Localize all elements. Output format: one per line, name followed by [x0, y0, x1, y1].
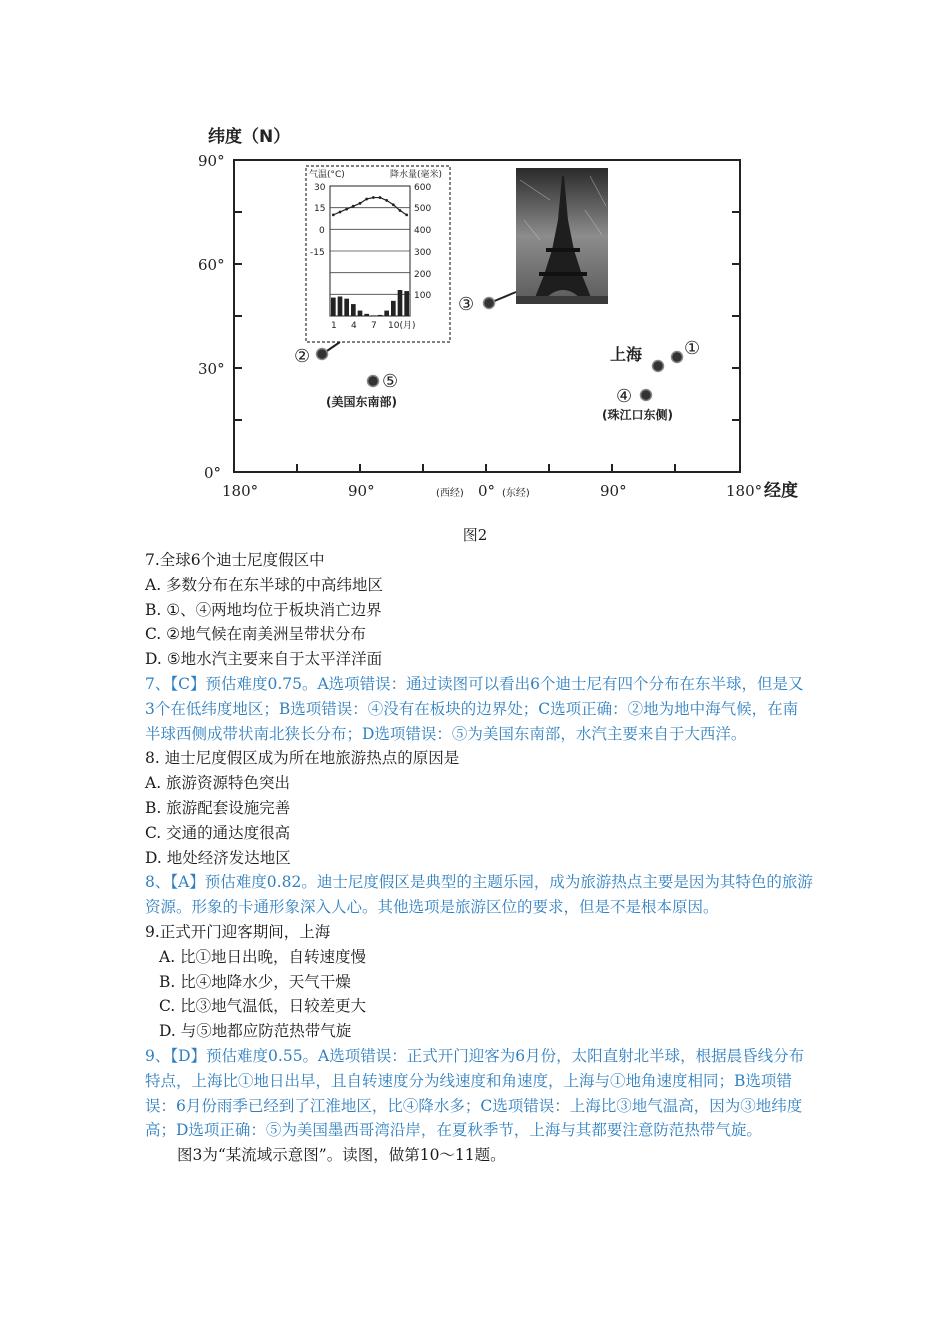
temperature-point — [365, 198, 368, 201]
q9-option-d: D. 与⑤地都应防范热带气旋 — [159, 1022, 352, 1041]
point-2-label: ② — [294, 346, 311, 367]
q8-option-c: C. 交通的通达度很高 — [145, 823, 291, 842]
lat-label-30: 30° — [198, 360, 225, 378]
temperature-point — [372, 196, 375, 199]
temperature-point — [339, 211, 342, 214]
inset-temp-tick: -15 — [310, 248, 325, 258]
lon-tick-marks — [297, 464, 675, 472]
precipitation-bar — [378, 315, 383, 316]
q9-stem: 9.正式开门迎客期间，上海 — [145, 922, 331, 941]
temperature-point — [379, 196, 382, 199]
climate-chart-inset — [306, 166, 450, 342]
q8-answer: 8、【A】预估难度0.82。迪士尼度假区是典型的主题乐园，成为旅游热点主要是因为其特色的旅游资源。形象的卡通形象深入人心。其他选项是旅游区位的要求，但是不是根本原因。 — [145, 873, 813, 917]
precipitation-bar — [371, 315, 376, 316]
inset-precip-tick: 400 — [414, 226, 432, 236]
lon-label-90w: 90° — [348, 482, 375, 500]
q7-option-c: C. ②地气候在南美洲呈带状分布 — [145, 625, 367, 644]
point-5-label: ⑤ — [382, 371, 399, 392]
temperature-point — [392, 203, 395, 206]
inset-month-tick: 1 — [331, 321, 337, 331]
temperature-point — [352, 205, 355, 208]
precipitation-bar — [384, 311, 389, 316]
lat-label-0: 0° — [204, 464, 222, 482]
east-longitude-label: (东经) — [502, 488, 530, 499]
point-1-marker — [672, 352, 683, 363]
inset-month-tick: 4 — [351, 321, 357, 331]
point-2-marker — [317, 349, 328, 360]
point-3-label: ③ — [458, 294, 475, 315]
shanghai-marker — [653, 361, 664, 372]
temperature-point — [405, 213, 408, 216]
x-axis-label: 经度 — [764, 481, 798, 501]
temperature-point — [399, 209, 402, 212]
question-text-block — [145, 548, 813, 1168]
q9-answer: 9、【D】预估难度0.55。A选项错误：正式开门迎客为6月份，太阳直射北半球，根据晨昏线分布特点，上海比①地日出早，且自转速度分为线速度和角速度，上海与①地角速度相同；B选项错误：6月份雨季已经到了江淮地区，比④降水多；C选项错误：上海比③地气温高，因为③地纬度高；D选项正确：⑤为美国墨西哥湾沿岸，在夏秋季节，上海与其都要注意防范热带气旋。 — [145, 1046, 805, 1140]
q7-option-b: B. ①、④两地均位于板块消亡边界 — [145, 600, 382, 619]
q8-stem: 8. 迪士尼度假区成为所在地旅游热点的原因是 — [145, 749, 460, 768]
next-figure-intro: 图3为“某流域示意图”。读图，做第10～11题。 — [177, 1146, 506, 1165]
precipitation-bar — [338, 297, 343, 317]
inset-precip-tick: 500 — [414, 204, 432, 214]
inset-precip-tick: 100 — [414, 291, 432, 301]
point-1-label: ① — [684, 338, 701, 359]
inset-precip-tick: 200 — [414, 270, 432, 280]
point-5-marker — [368, 376, 379, 387]
precipitation-bar — [404, 291, 409, 316]
point-4-note: (珠江口东侧) — [602, 408, 673, 422]
precipitation-bar — [351, 304, 356, 316]
lat-label-90: 90° — [198, 152, 225, 170]
q8-option-b: B. 旅游配套设施完善 — [145, 798, 291, 817]
lon-label-90e: 90° — [600, 482, 627, 500]
precipitation-bar — [364, 314, 369, 316]
temperature-point — [332, 213, 335, 216]
inset-temp-tick: 15 — [314, 204, 326, 214]
shanghai-label: 上海 — [610, 345, 643, 364]
temperature-point — [359, 202, 362, 205]
lon-label-180w: 180° — [222, 482, 259, 500]
precipitation-bar — [391, 301, 396, 316]
figure-2-map — [190, 110, 820, 510]
temperature-point — [385, 199, 388, 202]
lon-label-180e: 180° — [726, 482, 763, 500]
inset-month-tick: 7 — [371, 321, 377, 331]
figure-caption: 图2 — [462, 526, 488, 544]
point-5-note: (美国东南部) — [326, 395, 397, 409]
y-axis-label: 纬度（N） — [208, 127, 291, 147]
lon-label-0: 0° — [478, 482, 496, 500]
q7-stem: 7.全球6个迪士尼度假区中 — [145, 551, 325, 569]
eiffel-tower-photo — [516, 168, 608, 304]
precipitation-bar — [344, 299, 349, 316]
q9-option-b: B. 比④地降水少，天气干燥 — [159, 972, 351, 991]
point-4-label: ④ — [616, 386, 633, 407]
inset-precip-tick: 600 — [414, 183, 432, 193]
precipitation-bar — [358, 311, 363, 316]
point-4-marker — [641, 390, 652, 401]
q9-option-a: A. 比①地日出晚，自转速度慢 — [159, 947, 367, 966]
precipitation-bar — [398, 290, 403, 316]
inset-precip-tick: 300 — [414, 248, 432, 258]
q8-option-a: A. 旅游资源特色突出 — [145, 774, 291, 793]
q7-option-a: A. 多数分布在东半球的中高纬地区 — [145, 575, 384, 594]
q9-option-c: C. 比③地气温低，日较差更大 — [159, 997, 367, 1016]
inset-temp-tick: 30 — [314, 183, 326, 193]
q7-answer: 7、【C】预估难度0.75。A选项错误：通过读图可以看出6个迪士尼有四个分布在东半球，但是又3个在低纬度地区；B选项错误：④没有在板块的边界处；C选项正确：②地为地中海气候，在南半球西侧成带状南北狭长分布；D选项错误：⑤为美国东南部，水汽主要来自于大西洋。 — [145, 674, 804, 743]
inset-month-tick: 10(月) — [388, 321, 416, 331]
precipitation-bar — [331, 298, 336, 316]
point-3-marker — [484, 298, 495, 309]
q7-option-d: D. ⑤地水汽主要来自于太平洋洋面 — [145, 650, 383, 669]
temperature-point — [345, 208, 348, 211]
inset-temp-label: 气温(°C) — [309, 170, 345, 180]
west-longitude-label: (西经) — [436, 488, 464, 499]
inset-temp-tick: 0 — [319, 226, 325, 236]
inset-precip-label: 降水量(毫米) — [390, 170, 443, 180]
lat-label-60: 60° — [198, 256, 225, 274]
q8-option-d: D. 地处经济发达地区 — [145, 848, 291, 867]
